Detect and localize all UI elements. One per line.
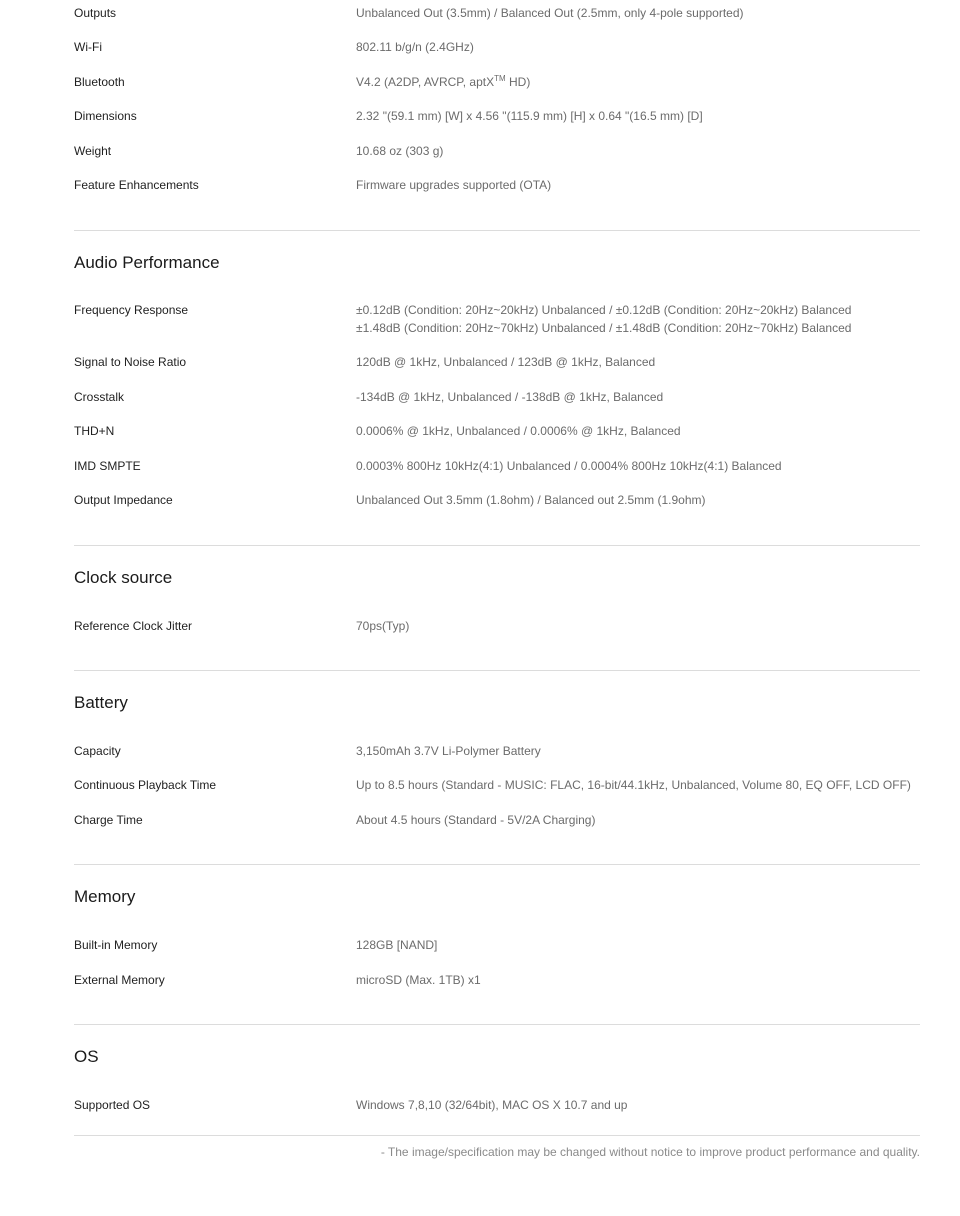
section-divider	[74, 670, 920, 671]
trademark-superscript: TM	[494, 74, 506, 83]
spec-value: 128GB [NAND]	[356, 938, 438, 952]
spec-value: 2.32 "(59.1 mm) [W] x 4.56 "(115.9 mm) [H] x 0.64 "(16.5 mm) [D]	[356, 109, 703, 123]
spec-label: IMD SMPTE	[74, 459, 141, 473]
spec-label: Crosstalk	[74, 390, 125, 404]
spec-label: Weight	[74, 144, 112, 158]
spec-value: 10.68 oz (303 g)	[356, 144, 444, 158]
spec-value: About 4.5 hours (Standard - 5V/2A Charging)	[356, 813, 596, 827]
spec-value: microSD (Max. 1TB) x1	[356, 973, 481, 987]
spec-value: Firmware upgrades supported (OTA)	[356, 178, 552, 192]
spec-label: Output Impedance	[74, 493, 173, 507]
section-divider	[74, 1024, 920, 1025]
spec-value: Windows 7,8,10 (32/64bit), MAC OS X 10.7 and up	[356, 1098, 628, 1112]
section-divider	[74, 230, 920, 231]
spec-value: Unbalanced Out 3.5mm (1.8ohm) / Balanced out 2.5mm (1.9ohm)	[356, 493, 706, 507]
spec-label: Bluetooth	[74, 75, 125, 89]
section-divider	[74, 545, 920, 546]
spec-label: Signal to Noise Ratio	[74, 355, 187, 369]
spec-label: External Memory	[74, 973, 165, 987]
section-divider	[74, 1135, 920, 1136]
bluetooth-value-text: V4.2 (A2DP, AVRCP, aptX	[356, 75, 495, 89]
section-heading-audio-performance: Audio Performance	[74, 253, 220, 272]
spec-value: 802.11 b/g/n (2.4GHz)	[356, 40, 474, 54]
spec-label: Charge Time	[74, 813, 143, 827]
spec-label: THD+N	[74, 424, 115, 438]
spec-value: -134dB @ 1kHz, Unbalanced / -138dB @ 1kHz, Balanced	[356, 390, 664, 404]
spec-value: 3,150mAh 3.7V Li-Polymer Battery	[356, 744, 541, 758]
spec-label: Frequency Response	[74, 303, 189, 317]
bluetooth-value-suffix: HD)	[505, 75, 531, 89]
spec-value: 0.0006% @ 1kHz, Unbalanced / 0.0006% @ 1kHz, Balanced	[356, 424, 681, 438]
spec-value: 70ps(Typ)	[356, 619, 410, 633]
section-heading-memory: Memory	[74, 887, 136, 906]
spec-label: Feature Enhancements	[74, 178, 199, 192]
spec-label: Outputs	[74, 6, 117, 20]
spec-value: ±0.12dB (Condition: 20Hz~20kHz) Unbalanced / ±0.12dB (Condition: 20Hz~20kHz) Balanced	[356, 303, 852, 317]
spec-value: Unbalanced Out (3.5mm) / Balanced Out (2.5mm, only 4-pole supported)	[356, 6, 744, 20]
spec-value: 0.0003% 800Hz 10kHz(4:1) Unbalanced / 0.0004% 800Hz 10kHz(4:1) Balanced	[356, 459, 782, 473]
spec-label: Supported OS	[74, 1098, 151, 1112]
spec-label: Capacity	[74, 744, 121, 758]
spec-label: Wi-Fi	[74, 40, 102, 54]
spec-label: Dimensions	[74, 109, 137, 123]
section-divider	[74, 864, 920, 865]
section-heading-battery: Battery	[74, 693, 128, 712]
spec-value	[356, 73, 530, 91]
spec-label: Continuous Playback Time	[74, 778, 217, 792]
section-heading-os: OS	[74, 1047, 99, 1066]
specification-disclaimer: - The image/specification may be changed without notice to improve product performance and quality.	[380, 1145, 920, 1159]
spec-value-line-2: ±1.48dB (Condition: 20Hz~70kHz) Unbalanced / ±1.48dB (Condition: 20Hz~70kHz) Balanced	[356, 321, 852, 335]
spec-label: Built-in Memory	[74, 938, 158, 952]
spec-value: Up to 8.5 hours (Standard - MUSIC: FLAC, 16-bit/44.1kHz, Unbalanced, Volume 80, EQ OFF, LCD OFF)	[356, 778, 911, 792]
spec-label: Reference Clock Jitter	[74, 619, 193, 633]
section-heading-clock-source: Clock source	[74, 568, 173, 587]
spec-value: 120dB @ 1kHz, Unbalanced / 123dB @ 1kHz, Balanced	[356, 355, 656, 369]
